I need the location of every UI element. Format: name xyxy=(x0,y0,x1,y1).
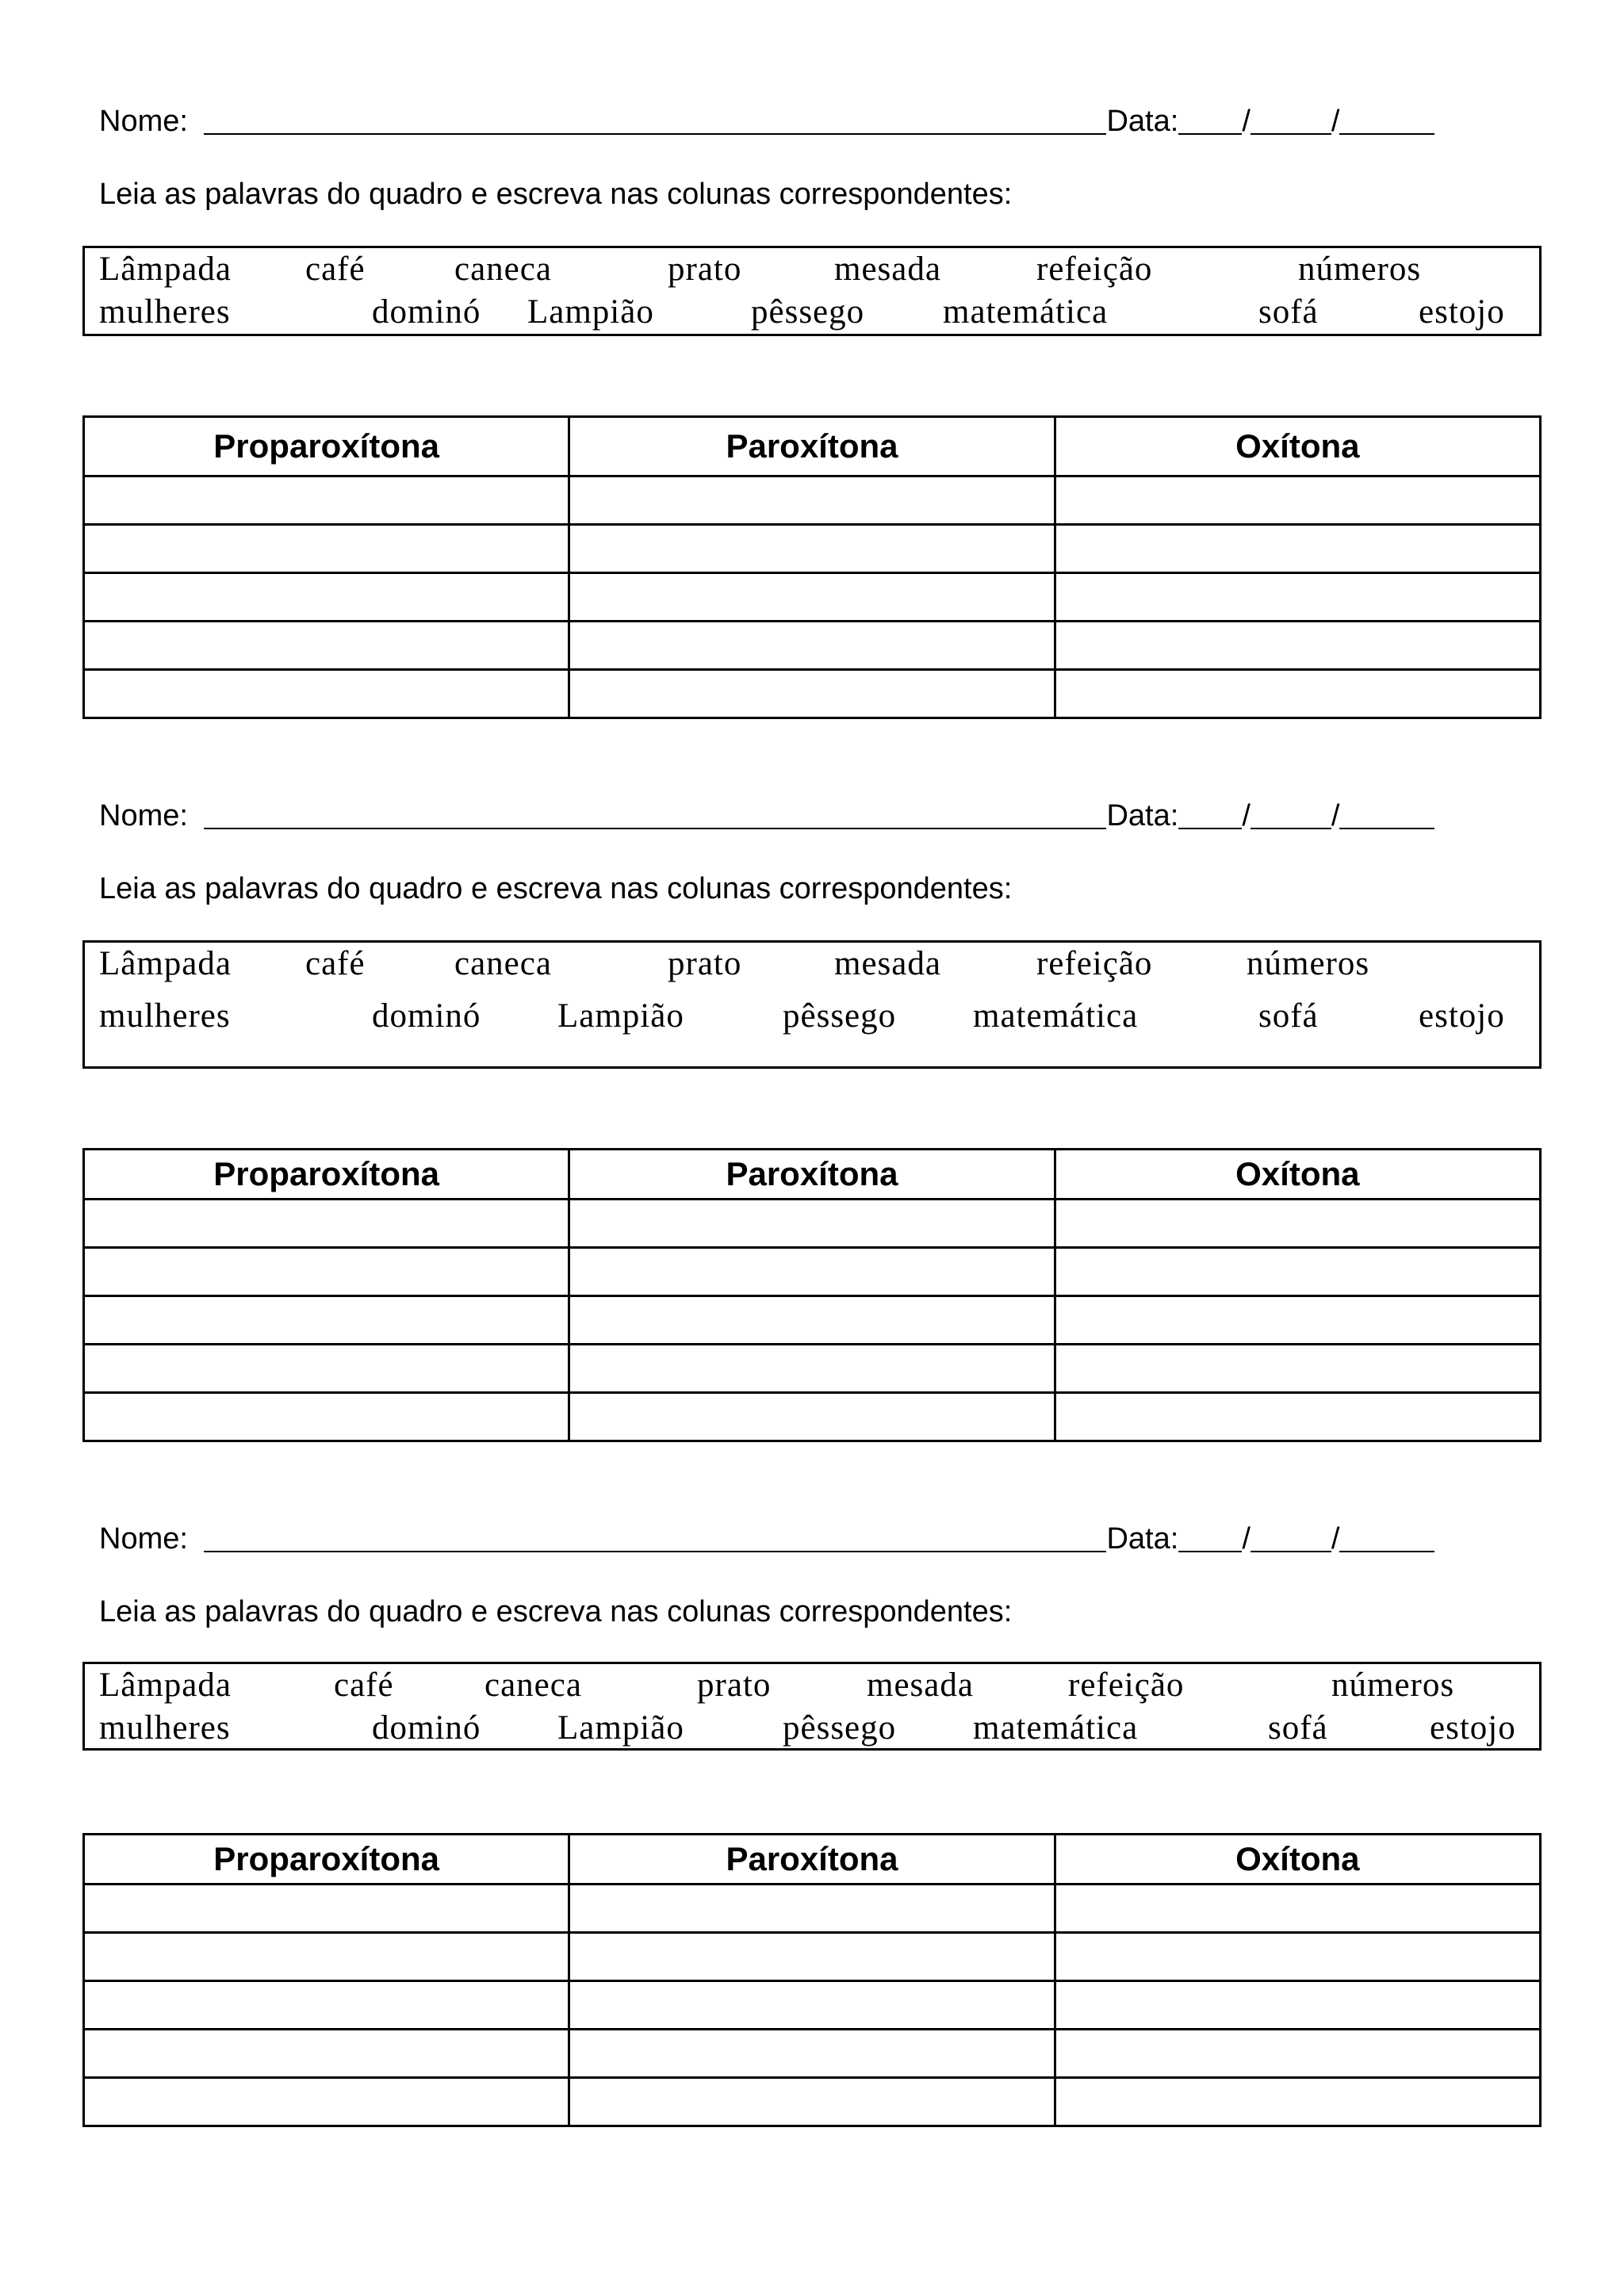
answer-cell[interactable] xyxy=(569,1981,1055,2030)
column-header-oxitona: Oxítona xyxy=(1055,1835,1540,1885)
word: pêssego xyxy=(751,293,865,331)
answer-cell[interactable] xyxy=(84,1345,569,1393)
nome-input-line[interactable] xyxy=(204,105,1106,135)
answer-cell[interactable] xyxy=(1055,525,1540,573)
instruction-text: Leia as palavras do quadro e escreva nas colunas correspondentes: xyxy=(99,1595,1013,1628)
answer-cell[interactable] xyxy=(569,525,1055,573)
word: café xyxy=(334,1667,394,1704)
date-day-line[interactable] xyxy=(1178,799,1242,829)
answer-cell[interactable] xyxy=(1055,1885,1540,1933)
header-line xyxy=(99,1519,1447,1559)
date-day-line[interactable] xyxy=(1178,105,1242,135)
answer-cell[interactable] xyxy=(84,525,569,573)
date-year-line[interactable] xyxy=(1339,799,1434,829)
column-header-paroxitona: Paroxítona xyxy=(569,1835,1055,1885)
column-header-paroxitona: Paroxítona xyxy=(569,1150,1055,1200)
answer-cell[interactable] xyxy=(1055,2078,1540,2126)
word: sofá xyxy=(1258,997,1319,1035)
answer-cell[interactable] xyxy=(1055,1981,1540,2030)
table-row xyxy=(84,573,1541,622)
word: estojo xyxy=(1419,293,1505,331)
answer-cell[interactable] xyxy=(1055,1933,1540,1981)
word-box xyxy=(82,1662,1542,1751)
answer-cell[interactable] xyxy=(84,622,569,670)
answer-cell[interactable] xyxy=(1055,1200,1540,1248)
data-label: Data: xyxy=(1106,799,1179,832)
table-row xyxy=(84,2030,1541,2078)
data-label: Data: xyxy=(1106,105,1179,138)
word: Lâmpada xyxy=(99,945,232,982)
column-header-oxitona: Oxítona xyxy=(1055,417,1540,476)
classification-table xyxy=(82,1148,1542,1442)
answer-cell[interactable] xyxy=(84,1200,569,1248)
answer-cell[interactable] xyxy=(1055,573,1540,622)
word: mesada xyxy=(834,945,941,982)
word: refeição xyxy=(1068,1667,1185,1704)
answer-cell[interactable] xyxy=(84,1981,569,2030)
word: mulheres xyxy=(99,293,231,331)
word: matemática xyxy=(973,1709,1139,1747)
answer-cell[interactable] xyxy=(569,622,1055,670)
table-row xyxy=(84,525,1541,573)
answer-cell[interactable] xyxy=(84,573,569,622)
word-box xyxy=(82,246,1542,336)
word: prato xyxy=(697,1667,772,1704)
table-row xyxy=(84,1248,1541,1296)
word: matemática xyxy=(973,997,1139,1035)
word: estojo xyxy=(1430,1709,1516,1747)
answer-cell[interactable] xyxy=(569,2078,1055,2126)
column-header-proparoxitona: Proparoxítona xyxy=(84,1835,569,1885)
nome-input-line[interactable] xyxy=(204,799,1106,829)
word: Lampião xyxy=(557,1709,684,1747)
table-row xyxy=(84,476,1541,525)
word: dominó xyxy=(372,997,481,1035)
word: mesada xyxy=(867,1667,974,1704)
answer-cell[interactable] xyxy=(569,1296,1055,1345)
header-line xyxy=(99,796,1447,836)
word: Lampião xyxy=(557,997,684,1035)
answer-cell[interactable] xyxy=(84,1296,569,1345)
word: Lâmpada xyxy=(99,251,232,288)
date-year-line[interactable] xyxy=(1339,1522,1434,1552)
instruction-text: Leia as palavras do quadro e escreva nas colunas correspondentes: xyxy=(99,178,1013,211)
word: Lampião xyxy=(527,293,654,331)
answer-cell[interactable] xyxy=(84,1885,569,1933)
answer-cell[interactable] xyxy=(84,1248,569,1296)
nome-input-line[interactable] xyxy=(204,1522,1106,1552)
data-label: Data: xyxy=(1106,1522,1179,1556)
answer-cell[interactable] xyxy=(1055,476,1540,525)
word: pêssego xyxy=(783,997,897,1035)
date-month-line[interactable] xyxy=(1251,1522,1331,1552)
answer-cell[interactable] xyxy=(1055,1248,1540,1296)
word: números xyxy=(1331,1667,1455,1704)
date-slash: / xyxy=(1331,105,1340,138)
answer-cell[interactable] xyxy=(569,1885,1055,1933)
date-day-line[interactable] xyxy=(1178,1522,1242,1552)
word: sofá xyxy=(1258,293,1319,331)
nome-label: Nome: xyxy=(99,105,188,138)
table-row xyxy=(84,1885,1541,1933)
word: mulheres xyxy=(99,1709,231,1747)
table-row xyxy=(84,622,1541,670)
table-row xyxy=(84,1200,1541,1248)
header-line xyxy=(99,101,1447,141)
answer-cell[interactable] xyxy=(84,1933,569,1981)
answer-cell[interactable] xyxy=(84,476,569,525)
date-slash: / xyxy=(1242,105,1251,138)
word: números xyxy=(1298,251,1422,288)
word: caneca xyxy=(454,251,552,288)
answer-cell[interactable] xyxy=(569,573,1055,622)
word: mulheres xyxy=(99,997,231,1035)
word: dominó xyxy=(372,1709,481,1747)
table-row xyxy=(84,1296,1541,1345)
date-month-line[interactable] xyxy=(1251,799,1331,829)
word: números xyxy=(1247,945,1370,982)
classification-table xyxy=(82,415,1542,719)
word: refeição xyxy=(1036,945,1153,982)
worksheet-section-3 xyxy=(0,1418,1624,2131)
word: caneca xyxy=(485,1667,582,1704)
instruction-text: Leia as palavras do quadro e escreva nas colunas correspondentes: xyxy=(99,872,1013,905)
date-slash: / xyxy=(1331,799,1340,832)
answer-cell[interactable] xyxy=(569,1933,1055,1981)
date-slash: / xyxy=(1242,1522,1251,1556)
column-header-proparoxitona: Proparoxítona xyxy=(84,1150,569,1200)
answer-cell[interactable] xyxy=(84,2078,569,2126)
date-slash: / xyxy=(1242,799,1251,832)
table-row xyxy=(84,1345,1541,1393)
classification-table xyxy=(82,1833,1542,2127)
table-row xyxy=(84,2078,1541,2126)
word: pêssego xyxy=(783,1709,897,1747)
answer-cell[interactable] xyxy=(1055,1345,1540,1393)
worksheet-section-1 xyxy=(0,0,1624,714)
nome-label: Nome: xyxy=(99,799,188,832)
date-year-line[interactable] xyxy=(1339,105,1434,135)
answer-cell[interactable] xyxy=(569,1345,1055,1393)
column-header-paroxitona: Paroxítona xyxy=(569,417,1055,476)
answer-cell[interactable] xyxy=(569,476,1055,525)
date-month-line[interactable] xyxy=(1251,105,1331,135)
word: estojo xyxy=(1419,997,1505,1035)
date-slash: / xyxy=(1331,1522,1340,1556)
column-header-oxitona: Oxítona xyxy=(1055,1150,1540,1200)
worksheet-section-2 xyxy=(0,695,1624,1408)
word: sofá xyxy=(1268,1709,1328,1747)
nome-label: Nome: xyxy=(99,1522,188,1556)
word: mesada xyxy=(834,251,941,288)
answer-cell[interactable] xyxy=(1055,622,1540,670)
word: café xyxy=(305,945,366,982)
word: café xyxy=(305,251,366,288)
answer-cell[interactable] xyxy=(1055,2030,1540,2078)
answer-cell[interactable] xyxy=(84,2030,569,2078)
word: dominó xyxy=(372,293,481,331)
word: refeição xyxy=(1036,251,1153,288)
word: matemática xyxy=(943,293,1109,331)
answer-cell[interactable] xyxy=(569,2030,1055,2078)
answer-cell[interactable] xyxy=(569,1200,1055,1248)
word: caneca xyxy=(454,945,552,982)
answer-cell[interactable] xyxy=(1055,1296,1540,1345)
table-row xyxy=(84,1981,1541,2030)
answer-cell[interactable] xyxy=(569,1248,1055,1296)
word: Lâmpada xyxy=(99,1667,232,1704)
word: prato xyxy=(668,945,742,982)
word: prato xyxy=(668,251,742,288)
word-box xyxy=(82,940,1542,1069)
column-header-proparoxitona: Proparoxítona xyxy=(84,417,569,476)
table-row xyxy=(84,1933,1541,1981)
